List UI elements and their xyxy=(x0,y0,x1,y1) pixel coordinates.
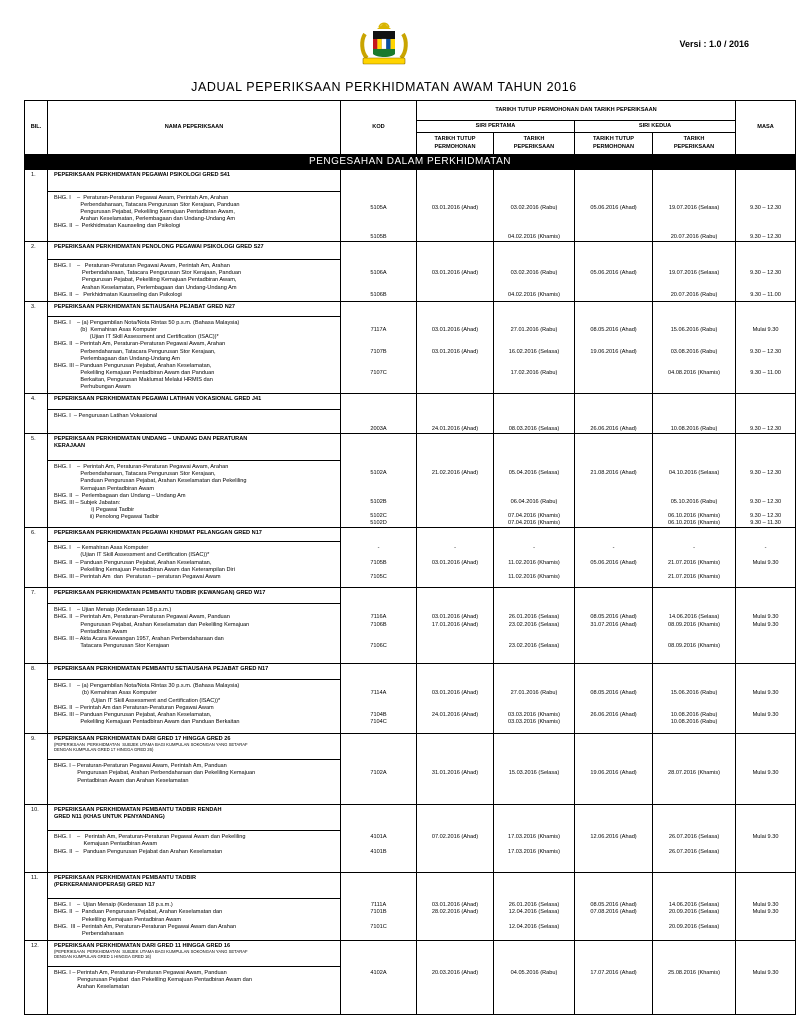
masa-values: 9.30 – 12.30 9.30 – 11.00 xyxy=(749,270,782,298)
exam-title-text: PEPERIKSAAN PERKHIDMATAN PENOLONG PEGAWAI PSIKOLOGI GRED S27 xyxy=(54,244,264,251)
col-tarikh-tutup-1: TARIKH TUTUP PERMOHONAN xyxy=(417,133,494,155)
tarikh-peperiksaan-2-values: 19.07.2016 (Selasa) 20.07.2016 (Rabu) xyxy=(668,205,720,240)
tutup2-cell xyxy=(575,242,653,302)
masa-values: 9.30 – 12.30 xyxy=(749,425,782,432)
exam-row xyxy=(25,734,796,805)
masa-cell xyxy=(736,588,796,664)
col-siri-kedua: SIRI KEDUA xyxy=(575,121,736,133)
exam-title xyxy=(48,242,341,260)
tarikh-tutup-2-values: 21.08.2016 (Ahad) xyxy=(590,470,637,477)
tarikh-tutup-1-values: 21.02.2016 (Ahad) xyxy=(431,470,479,477)
masa-values: Mulai 9.30 xyxy=(752,834,779,841)
tarikh-peperiksaan-2-values: - 21.07.2016 (Khamis) 21.07.2016 (Khamis) xyxy=(668,545,720,580)
kod-cell xyxy=(341,433,417,527)
exam1-cell xyxy=(494,941,575,1015)
kod-values: 7111A 7101B 7101C xyxy=(370,902,387,930)
masa-values: Mulai 9.30 Mulai 9.30 xyxy=(752,902,779,916)
row-number: 1. xyxy=(25,170,48,242)
exam-parts xyxy=(48,260,341,302)
tutup1-cell xyxy=(417,941,494,1015)
tarikh-peperiksaan-1-values: 15.03.2016 (Selasa) xyxy=(508,770,560,777)
tutup2-cell xyxy=(575,394,653,433)
exam-parts-text: BHG. I – Peraturan-Peraturan Pegawai Awam, Perintah Am, Arahan Perbendaharaan, Tatacara Pengurusan Stor Kerajaan, Panduan Pengurusan Pejabat, Pekeliling Kemajuan Pentadbiran Awam, Arahan Keselamatan, Perlembagaan dan Undang-Undang Am BHG. II – Perkhidmatan Kaunseling dan Psikologi xyxy=(54,194,240,230)
exam2-cell xyxy=(653,664,736,734)
exam2-cell xyxy=(653,242,736,302)
exam1-cell xyxy=(494,873,575,941)
tutup1-cell xyxy=(417,242,494,302)
tarikh-tutup-2-values: 12.06.2016 (Ahad) xyxy=(590,834,637,841)
kod-cell xyxy=(341,242,417,302)
col-masa: MASA xyxy=(736,101,796,155)
tarikh-tutup-2-values: 08.05.2016 (Ahad) 19.06.2016 (Ahad) xyxy=(590,327,637,355)
row-number: 7. xyxy=(25,588,48,664)
masa-cell xyxy=(736,734,796,805)
kod-values: 7117A 7107B 7107C xyxy=(370,327,387,376)
col-tarikh-peperiksaan-2: TARIKH PEPERIKSAAN xyxy=(653,133,736,155)
tarikh-tutup-1-values: 03.01.2016 (Ahad) 17.01.2016 (Ahad) xyxy=(431,614,479,628)
tutup2-cell xyxy=(575,805,653,873)
kod-values: 5102A 5102B 5102C 5102D xyxy=(370,470,387,527)
masa-values: - Mulai 9.30 xyxy=(752,545,779,566)
tarikh-tutup-2-values: 08.05.2016 (Ahad) 26.06.2016 (Ahad) xyxy=(590,690,637,718)
kod-values: 5105A 5105B xyxy=(370,205,387,240)
coat-of-arms-emblem xyxy=(355,20,413,68)
row-number: 11. xyxy=(25,873,48,941)
masa-cell xyxy=(736,170,796,242)
exam-title xyxy=(48,734,341,760)
exam-row xyxy=(25,433,796,527)
exam-parts xyxy=(48,316,341,394)
row-number: 5. xyxy=(25,433,48,527)
exam-parts-text: BHG. I – Peraturan-Peraturan Pegawai Awam, Perintah Am, Panduan Pengurusan Pejabat, Arahan Perbendaharaan dan Pekeliling Kemajuan Pentadbiran Awam dan Arahan Keselamatan xyxy=(54,763,256,784)
exam-title xyxy=(48,805,341,831)
kod-cell xyxy=(341,588,417,664)
tutup1-cell xyxy=(417,805,494,873)
tutup2-cell xyxy=(575,664,653,734)
tutup1-cell xyxy=(417,528,494,588)
tarikh-tutup-1-values: 31.01.2016 (Ahad) xyxy=(431,770,479,777)
kod-values: 5106A 5106B xyxy=(370,270,387,298)
exam-parts-text: BHG. I – Peraturan-Peraturan Pegawai Awam, Perintah Am, Arahan Perbendaharaan, Tatacara Pengurusan Stor Kerajaan, Panduan Pengurusan Pejabat, Pekeliling Kemajuan Pentadbiran Awam, Arahan Keselamatan, Perlembagaan dan Undang-Undang Am BHG. II – Perkhidmatan Kaunseling dan Psikologi xyxy=(54,263,242,298)
exam2-cell xyxy=(653,394,736,433)
tarikh-tutup-1-values: 03.01.2016 (Ahad) 24.01.2016 (Ahad) xyxy=(431,690,479,718)
tarikh-peperiksaan-1-values: 03.02.2016 (Rabu) 04.02.2016 (Khamis) xyxy=(508,270,560,298)
exam-title-text: PEPERIKSAAN PERKHIDMATAN PEMBANTU TADBIR (PERKERANIAN/OPERASI) GRED N17 xyxy=(54,875,197,889)
tarikh-peperiksaan-1-values: 26.01.2016 (Selasa) 23.02.2016 (Selasa) 23.02.2016 (Selasa) xyxy=(508,614,560,650)
masa-values: Mulai 9.30 xyxy=(752,770,779,777)
tarikh-tutup-1-values: - 03.01.2016 (Ahad) xyxy=(431,545,479,566)
tarikh-tutup-2-values: 05.06.2016 (Ahad) xyxy=(590,205,637,212)
masa-cell xyxy=(736,242,796,302)
tarikh-peperiksaan-2-values: 26.07.2016 (Selasa) 26.07.2016 (Selasa) xyxy=(668,834,720,855)
exam-parts xyxy=(48,191,341,241)
exam1-cell xyxy=(494,242,575,302)
exam-parts-text: BHG. I – Perintah Am, Peraturan-Peraturan Pegawai Awam, Arahan Perbendaharaan, Tatacara Pengurusan Stor Kerajaan, Panduan Pengurusan Pejabat, Arahan Keselamatan dan Pekeliling Kemajuan Pentadbiran Awam BHG. II – Perlembagaan dan Undang – Undang Am BHG. III – Subjek Jabatan: i) Pegawai Tadbir ii) Penolong Pegawai Tadbir xyxy=(54,464,247,521)
exam-title-text: PEPERIKSAAN PERKHIDMATAN PEMBANTU TADBIR RENDAH GRED N11 (KHAS UNTUK PENYANDANG) xyxy=(54,807,222,821)
tarikh-tutup-1-values: 20.03.2016 (Ahad) xyxy=(431,970,479,977)
exam1-cell xyxy=(494,588,575,664)
exam-title xyxy=(48,941,341,967)
exam-parts-text: BHG. I – Perintah Am, Peraturan-Peraturan Pegawai Awam dan Pekeliling Kemajuan Pentadbiran Awam BHG. II – Panduan Pengurusan Pejabat dan Arahan Keselamatan xyxy=(54,834,246,855)
exam-parts-text: BHG. I – Ujian Menaip (Kederasan 18 p.s.m.) BHG. II – Perintah Am, Peraturan-Peraturan Pegawai Awam, Panduan Pengurusan Pejabat, Arahan Keselamatan dan Pekeliling Kemajuan Pentadbiran Awam BHG. III – Akta Acara Kewangan 1957, Arahan Perbendaharaan dan Tatacara Pengurusan Stor Kerajaan xyxy=(54,607,250,650)
tarikh-peperiksaan-2-values: 28.07.2016 (Khamis) xyxy=(668,770,720,777)
tarikh-peperiksaan-1-values: 26.01.2016 (Selasa) 12.04.2016 (Selasa) 12.04.2016 (Selasa) xyxy=(508,902,560,930)
table-header xyxy=(25,101,796,155)
kod-cell xyxy=(341,805,417,873)
tarikh-peperiksaan-1-values: 27.01.2016 (Rabu) 16.02.2016 (Selasa) 17.02.2016 (Rabu) xyxy=(508,327,560,376)
tarikh-peperiksaan-1-values: 04.05.2016 (Rabu) xyxy=(510,970,558,977)
tarikh-tutup-2-values: 08.05.2016 (Ahad) 31.07.2016 (Ahad) xyxy=(590,614,637,628)
tarikh-peperiksaan-1-values: 08.03.2016 (Selasa) xyxy=(508,425,560,432)
tutup2-cell xyxy=(575,301,653,394)
exam-title xyxy=(48,301,341,316)
kod-cell xyxy=(341,170,417,242)
tutup2-cell xyxy=(575,170,653,242)
tarikh-tutup-1-values: 03.01.2016 (Ahad) xyxy=(431,270,479,277)
row-number: 4. xyxy=(25,394,48,433)
row-number: 3. xyxy=(25,301,48,394)
exam1-cell xyxy=(494,664,575,734)
exam-parts xyxy=(48,967,341,1015)
tutup1-cell xyxy=(417,873,494,941)
tutup1-cell xyxy=(417,394,494,433)
tarikh-peperiksaan-1-values: 27.01.2016 (Rabu) 03.03.2016 (Khamis) 03.03.2016 (Khamis) xyxy=(508,690,560,726)
exam2-cell xyxy=(653,941,736,1015)
tarikh-tutup-1-values: 07.02.2016 (Ahad) xyxy=(431,834,479,841)
exam-row xyxy=(25,242,796,302)
tutup2-cell xyxy=(575,528,653,588)
exam2-cell xyxy=(653,734,736,805)
tutup2-cell xyxy=(575,873,653,941)
exam-row xyxy=(25,170,796,242)
kod-values: 7102A xyxy=(370,770,387,777)
masa-cell xyxy=(736,873,796,941)
tarikh-tutup-2-values: 19.06.2016 (Ahad) xyxy=(590,770,637,777)
exam-title-text: PEPERIKSAAN PERKHIDMATAN DARI GRED 17 HINGGA GRED 26 xyxy=(54,736,231,743)
exam1-cell xyxy=(494,394,575,433)
tarikh-peperiksaan-2-values: 14.06.2016 (Selasa) 20.09.2016 (Selasa) 20.09.2016 (Selasa) xyxy=(668,902,720,930)
row-number: 2. xyxy=(25,242,48,302)
exam-title-text: PEPERIKSAAN PERKHIDMATAN UNDANG – UNDANG DAN PERATURAN KERAJAAN xyxy=(54,435,248,450)
row-number: 9. xyxy=(25,734,48,805)
exam-parts xyxy=(48,899,341,941)
exam2-cell xyxy=(653,588,736,664)
col-nama-peperiksaan: NAMA PEPERIKSAAN xyxy=(48,101,341,155)
kod-values: 7114A 7104B 7104C xyxy=(370,690,387,726)
masa-values: Mulai 9.30 9.30 – 12.30 9.30 – 11.00 xyxy=(749,327,782,376)
masa-cell xyxy=(736,528,796,588)
kod-values: 2003A xyxy=(370,425,387,432)
masa-values: Mulai 9.30 xyxy=(752,970,779,977)
exam-row xyxy=(25,528,796,588)
exam1-cell xyxy=(494,734,575,805)
kod-cell xyxy=(341,394,417,433)
exam-title-text: PEPERIKSAAN PERKHIDMATAN SETIAUSAHA PEJABAT GRED N27 xyxy=(54,303,235,310)
masa-cell xyxy=(736,433,796,527)
document-title: JADUAL PEPERIKSAAN PERKHIDMATAN AWAM TAHUN 2016 xyxy=(191,80,577,94)
section-band: PENGESAHAN DALAM PERKHIDMATAN xyxy=(25,155,796,170)
row-number: 8. xyxy=(25,664,48,734)
tutup2-cell xyxy=(575,941,653,1015)
exam-parts-text: BHG. I – (a) Pengambilan Nota/Nota Rintas 50 p.s.m. (Bahasa Malaysia) (b) Kemahiran Asas Komputer (Ujian IT Skill Assessment and Certification (ISAC))* BHG. II – Perintah Am, Peraturan-Peraturan Pegawai Awam, Arahan Perbendaharaan, Tatacara Pengurusan Stor Kerajaan, Perlembagaan dan Undang-Undang Am BHG. III – Panduan Pengurusan Pejabat, Arahan Keselamatan, Pekeliling Kemajuan Pentadbiran Awam dan Panduan Berkaitan, Pengurusan Maklumat Melalui HRMIS dan Perhubungan Awam xyxy=(54,319,240,391)
col-group-tarikh: TARIKH TUTUP PERMOHONAN DAN TARIKH PEPERIKSAAN xyxy=(417,101,736,121)
tarikh-tutup-2-values: 17.07.2016 (Ahad) xyxy=(590,970,637,977)
kod-cell xyxy=(341,301,417,394)
exam-subtitle: (PEPERIKSAAN PERKHIDMATAN SUBJEK UTAMA BAGI KUMPULAN SOKONGAN YANG SETARAF DENGAN KUMPULAN GRED 1 HINGGA GRED 16) xyxy=(54,949,248,960)
tutup1-cell xyxy=(417,664,494,734)
exam-row xyxy=(25,588,796,664)
masa-cell xyxy=(736,664,796,734)
exam-parts-text: BHG. I – Kemahiran Asas Komputer (Ujian IT Skill Assessment and Certification (ISAC))* BHG. II – Panduan Pengurusan Pejabat, Arahan Keselamatan, Pekeliling Kemajuan Pentadbiran Awam dan Keterampilan Diri BHG. III – Perintah Am dan Peraturan – peraturan Pegawai Awam xyxy=(54,545,235,580)
exam-title xyxy=(48,873,341,899)
col-bil: BIL. xyxy=(25,101,48,155)
exam2-cell xyxy=(653,805,736,873)
exam1-cell xyxy=(494,433,575,527)
masa-cell xyxy=(736,394,796,433)
exam-parts xyxy=(48,542,341,588)
tarikh-peperiksaan-1-values: 03.02.2016 (Rabu) 04.02.2016 (Khamis) xyxy=(508,205,560,240)
tutup2-cell xyxy=(575,433,653,527)
exam-row xyxy=(25,394,796,433)
exam-title xyxy=(48,394,341,409)
exam-title-text: PEPERIKSAAN PERKHIDMATAN PEMBANTU SETIAUSAHA PEJABAT GRED N17 xyxy=(54,666,269,673)
col-tarikh-peperiksaan-1: TARIKH PEPERIKSAAN xyxy=(494,133,575,155)
col-siri-pertama: SIRI PERTAMA xyxy=(417,121,575,133)
tarikh-tutup-2-values: 26.06.2016 (Ahad) xyxy=(590,425,637,432)
exam1-cell xyxy=(494,170,575,242)
exam-parts-text: BHG. I – Pengurusan Latihan Vokasional xyxy=(54,412,158,419)
tarikh-peperiksaan-2-values: 15.06.2016 (Rabu) 10.08.2016 (Rabu) 10.08.2016 (Rabu) xyxy=(670,690,718,726)
kod-values: 4102A xyxy=(370,970,387,977)
exam-row xyxy=(25,941,796,1015)
row-number: 6. xyxy=(25,528,48,588)
kod-cell xyxy=(341,941,417,1015)
tarikh-peperiksaan-1-values: 17.03.2016 (Khamis) 17.03.2016 (Khamis) xyxy=(508,834,560,855)
tutup2-cell xyxy=(575,734,653,805)
masa-values: 9.30 – 12.30 9.30 – 12.30 9.30 – 12.30 9.30 – 11.30 xyxy=(749,470,782,527)
tarikh-peperiksaan-2-values: 04.10.2016 (Selasa) 05.10.2016 (Rabu) 06.10.2016 (Khamis) 06.10.2016 (Khamis) xyxy=(668,470,720,527)
exam1-cell xyxy=(494,301,575,394)
exam-title-text: PEPERIKSAAN PERKHIDMATAN PEMBANTU TADBIR (KEWANGAN) GRED W17 xyxy=(54,590,266,597)
exam-parts xyxy=(48,760,341,805)
tutup2-cell xyxy=(575,588,653,664)
exam-parts xyxy=(48,409,341,433)
kod-cell xyxy=(341,664,417,734)
tutup1-cell xyxy=(417,588,494,664)
masa-values: 9.30 – 12.30 9.30 – 12.30 xyxy=(749,205,782,240)
exam-parts-text: BHG. I – Perintah Am, Peraturan-Peraturan Pegawai Awam, Panduan Pengurusan Pejabat dan Pekeliling Kemajuan Pentadbiran Awam dan Arahan Keselamatan xyxy=(54,970,252,991)
kod-cell xyxy=(341,528,417,588)
tarikh-tutup-1-values: 03.01.2016 (Ahad) 28.02.2016 (Ahad) xyxy=(431,902,479,916)
row-number: 10. xyxy=(25,805,48,873)
exam-schedule-table xyxy=(24,100,796,1015)
tutup1-cell xyxy=(417,734,494,805)
exam1-cell xyxy=(494,805,575,873)
tarikh-tutup-2-values: 05.06.2016 (Ahad) xyxy=(590,270,637,277)
exam2-cell xyxy=(653,301,736,394)
masa-cell xyxy=(736,301,796,394)
exam-title-text: PEPERIKSAAN PERKHIDMATAN PEGAWAI PSIKOLOGI GRED S41 xyxy=(54,172,231,178)
exam-title-text: PEPERIKSAAN PERKHIDMATAN PEGAWAI KHIDMAT PELANGGAN GRED N17 xyxy=(54,530,262,537)
tarikh-peperiksaan-2-values: 25.08.2016 (Khamis) xyxy=(668,970,720,977)
exam2-cell xyxy=(653,528,736,588)
exam-title xyxy=(48,433,341,460)
version-label: Versi : 1.0 / 2016 xyxy=(679,39,749,49)
kod-values: - 7105B 7105C xyxy=(370,545,387,580)
masa-cell xyxy=(736,941,796,1015)
exam-row xyxy=(25,664,796,734)
tutup1-cell xyxy=(417,170,494,242)
exam-title-text: PEPERIKSAAN PERKHIDMATAN DARI GRED 11 HINGGA GRED 16 xyxy=(54,943,231,950)
tarikh-tutup-2-values: - 05.06.2016 (Ahad) xyxy=(590,545,637,566)
exam-title-text: PEPERIKSAAN PERKHIDMATAN PEGAWAI LATIHAN VOKASIONAL GRED J41 xyxy=(54,396,262,403)
col-tarikh-tutup-2: TARIKH TUTUP PERMOHONAN xyxy=(575,133,653,155)
row-number: 12. xyxy=(25,941,48,1015)
exam2-cell xyxy=(653,170,736,242)
exam-title xyxy=(48,664,341,680)
exam-parts xyxy=(48,604,341,664)
exam-title xyxy=(48,588,341,604)
masa-values: Mulai 9.30 Mulai 9.30 xyxy=(752,614,779,628)
tarikh-tutup-1-values: 03.01.2016 (Ahad) xyxy=(431,205,479,212)
tarikh-peperiksaan-2-values: 19.07.2016 (Selasa) 20.07.2016 (Rabu) xyxy=(668,270,720,298)
kod-values: 7116A 7106B 7106C xyxy=(370,614,387,650)
tarikh-tutup-1-values: 03.01.2016 (Ahad) 03.01.2016 (Ahad) xyxy=(431,327,479,355)
kod-cell xyxy=(341,734,417,805)
exam-row xyxy=(25,301,796,394)
exam-parts xyxy=(48,461,341,528)
masa-values: Mulai 9.30 Mulai 9.30 xyxy=(752,690,779,718)
tutup1-cell xyxy=(417,433,494,527)
exam-parts-text: BHG. I – Ujian Menaip (Kederasan 18 p.s.m.) BHG. II – Panduan Pengurusan Pejabat, Arahan Keselamatan dan Pekeliling Kemajuan Pentadbiran Awam BHG. III – Perintah Am, Peraturan-Peraturan Pegawai Awam dan Arahan Perbendaharaan xyxy=(54,902,237,937)
tarikh-tutup-2-values: 08.05.2016 (Ahad) 07.08.2016 (Ahad) xyxy=(590,902,637,916)
masa-cell xyxy=(736,805,796,873)
exam2-cell xyxy=(653,433,736,527)
kod-cell xyxy=(341,873,417,941)
tarikh-tutup-1-values: 24.01.2016 (Ahad) xyxy=(431,425,479,432)
exam-parts-text: BHG. I – (a) Pengambilan Nota/Nota Rintas 30 p.s.m. (Bahasa Malaysia) (b) Kemahiran Asas Komputer (Ujian IT Skill Assessment and Certification (ISAC))* BHG. II – Perintah Am dan Peraturan-Peraturan Pegawai Awam BHG. III – Panduan Pengurusan Pejabat, Arahan Keselamatan, Pekeliling Kemajuan Pentadbiran Awam dan Panduan Berkaitan xyxy=(54,683,240,726)
exam-title xyxy=(48,528,341,542)
tarikh-peperiksaan-2-values: 10.08.2016 (Rabu) xyxy=(670,425,718,432)
tarikh-peperiksaan-2-values: 15.06.2016 (Rabu) 03.08.2016 (Rabu) 04.08.2016 (Khamis) xyxy=(668,327,720,376)
exam1-cell xyxy=(494,528,575,588)
exam2-cell xyxy=(653,873,736,941)
exam-parts xyxy=(48,680,341,734)
tutup1-cell xyxy=(417,301,494,394)
exam-title xyxy=(48,170,341,192)
exam-row xyxy=(25,873,796,941)
tarikh-peperiksaan-1-values: 05.04.2016 (Selasa) 06.04.2016 (Rabu) 07.04.2016 (Khamis) 07.04.2016 (Khamis) xyxy=(508,470,560,527)
tarikh-peperiksaan-1-values: - 11.02.2016 (Khamis) 11.02.2016 (Khamis) xyxy=(508,545,560,580)
exam-subtitle: (PEPERIKSAAN PERKHIDMATAN SUBJEK UTAMA BAGI KUMPULAN SOKONGAN YANG SETARAF DENGAN KUMPULAN GRED 17 HINGGA GRED 26) xyxy=(54,742,248,753)
exam-row xyxy=(25,805,796,873)
col-kod: KOD xyxy=(341,101,417,155)
exam-parts xyxy=(48,831,341,873)
tarikh-peperiksaan-2-values: 14.06.2016 (Selasa) 08.09.2016 (Khamis) 08.09.2016 (Khamis) xyxy=(668,614,720,650)
kod-values: 4101A 4101B xyxy=(370,834,387,855)
